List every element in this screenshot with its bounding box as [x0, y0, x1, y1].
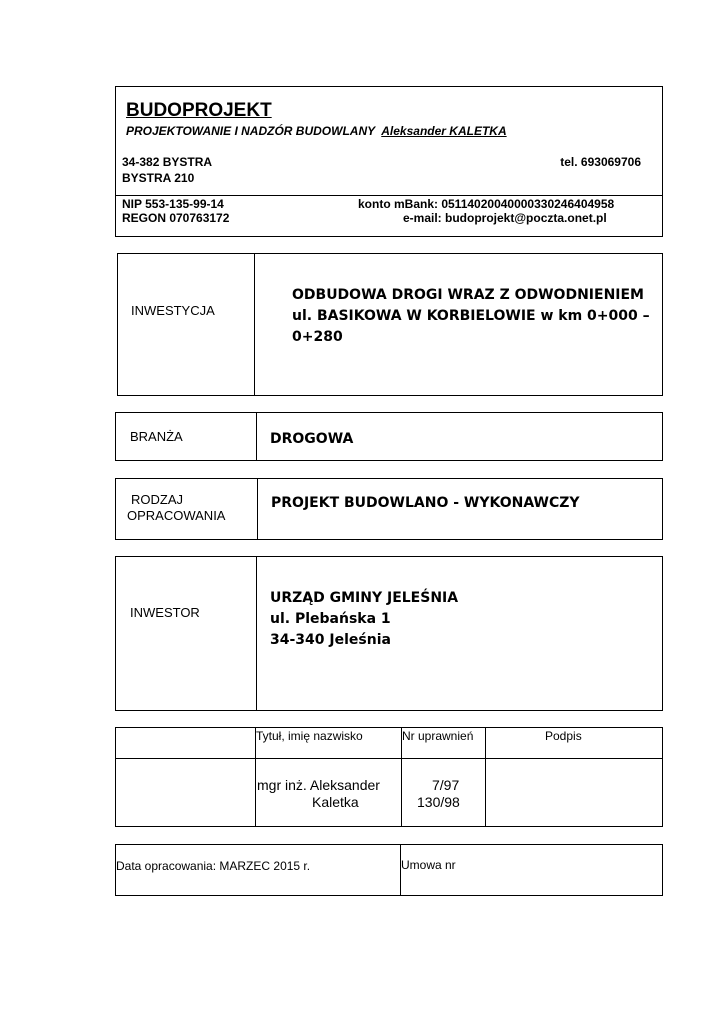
- investment-title-line-1: ODBUDOWA DROGI WRAZ Z ODWODNIENIEM: [292, 287, 644, 303]
- investment-label: INWESTYCJA: [131, 303, 215, 318]
- designer-name-line-1: mgr inż. Aleksander: [257, 777, 380, 793]
- investment-title-line-3: 0+280: [292, 329, 343, 345]
- email-address: e-mail: budoprojekt@poczta.onet.pl: [403, 211, 607, 225]
- investor-name: URZĄD GMINY JELEŚNIA: [270, 590, 459, 606]
- study-type-label-line-2: OPRACOWANIA: [127, 508, 226, 523]
- phone-number: tel. 693069706: [560, 155, 641, 169]
- signatures-col-divider-3: [485, 727, 486, 827]
- study-type-divider: [257, 478, 258, 540]
- address-line-2: BYSTRA 210: [122, 171, 195, 185]
- header-divider: [115, 195, 663, 196]
- study-type-value: PROJEKT BUDOWLANO - WYKONAWCZY: [271, 495, 580, 511]
- investment-box: [117, 253, 663, 396]
- license-number-2: 130/98: [417, 794, 460, 810]
- company-owner: Aleksander KALETKA: [381, 124, 507, 138]
- branch-label: BRANŻA: [130, 429, 183, 444]
- signatures-col-title: Tytuł, imię nazwisko: [256, 729, 363, 743]
- contract-number: Umowa nr: [401, 858, 456, 872]
- signatures-col-number: Nr uprawnień: [402, 729, 474, 743]
- study-type-label-line-1: RODZAJ: [131, 492, 183, 507]
- nip-number: NIP 553-135-99-14: [122, 197, 224, 211]
- investment-divider: [254, 253, 255, 396]
- company-name: BUDOPROJEKT: [126, 100, 272, 121]
- signatures-header-divider: [115, 758, 663, 759]
- preparation-date: Data opracowania: MARZEC 2015 r.: [116, 859, 311, 873]
- investment-title-line-2: ul. BASIKOWA W KORBIELOWIE w km 0+000 –: [292, 308, 650, 324]
- branch-box: [115, 412, 663, 461]
- investor-label: INWESTOR: [130, 605, 200, 620]
- address-line-1: 34-382 BYSTRA: [122, 155, 213, 169]
- signatures-col-sign: Podpis: [545, 729, 582, 743]
- license-number-1: 7/97: [432, 777, 460, 793]
- investor-street: ul. Plebańska 1: [270, 611, 391, 627]
- regon-number: REGON 070763172: [122, 211, 230, 225]
- designer-name-line-2: Kaletka: [312, 794, 359, 810]
- branch-value: DROGOWA: [270, 431, 354, 447]
- branch-divider: [256, 412, 257, 461]
- investor-divider: [256, 556, 257, 711]
- company-activity: PROJEKTOWANIE I NADZÓR BUDOWLANY: [126, 124, 375, 138]
- investor-city: 34-340 Jeleśnia: [270, 632, 391, 648]
- company-subtitle: [126, 124, 507, 138]
- bank-account: konto mBank: 05114020040000330246404958: [358, 197, 615, 211]
